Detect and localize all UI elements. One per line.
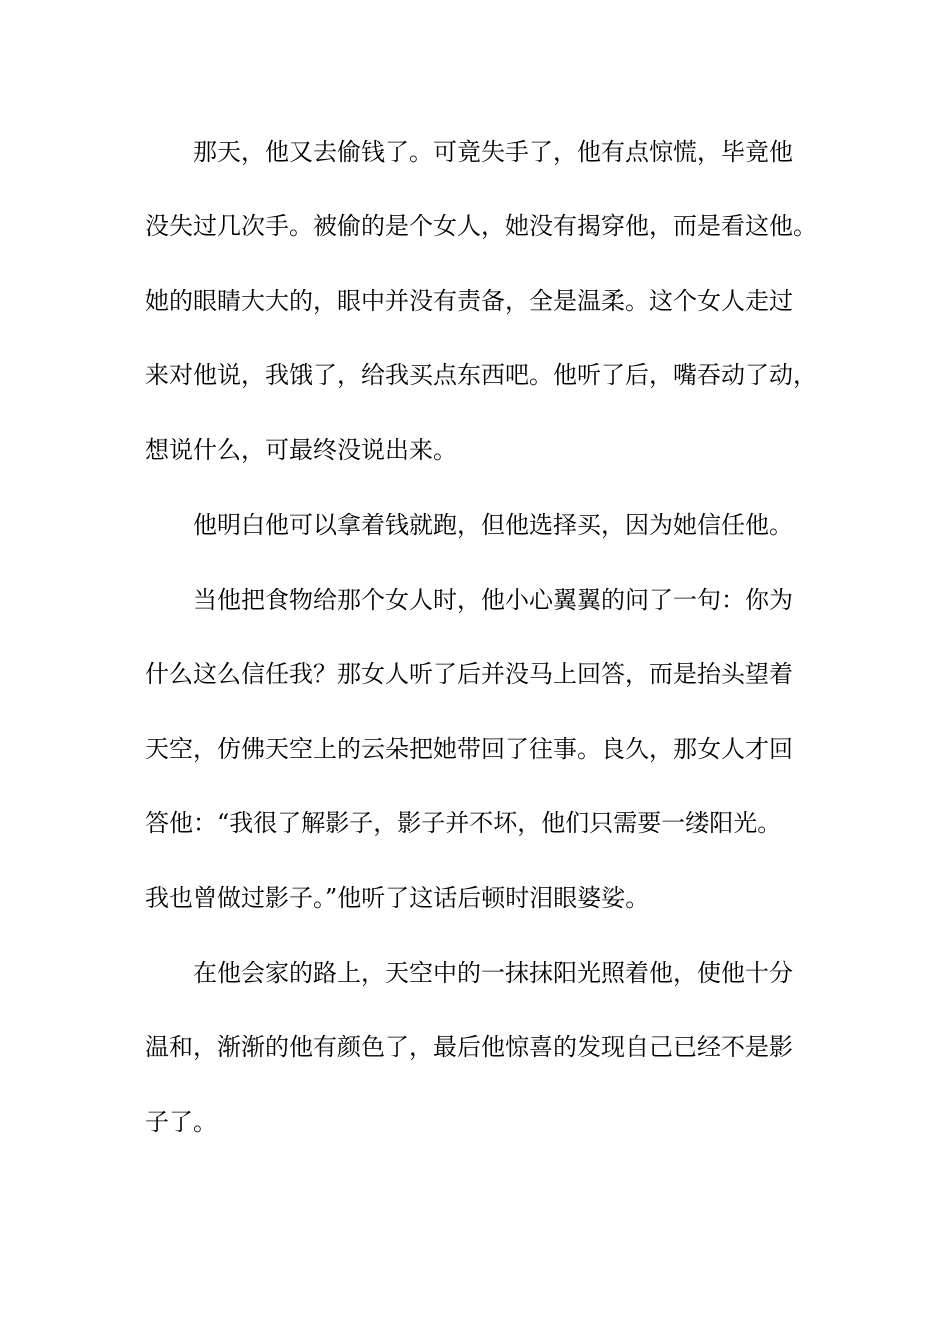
text-line: 当他把食物给那个女人时，他小心翼翼的问了一句：你为 — [193, 586, 793, 614]
text-line: 答他：“我很了解影子，影子并不坏，他们只需要一缕阳光。 — [145, 809, 782, 837]
text-line: 子了。 — [145, 1108, 217, 1136]
text-line: 那天，他又去偷钱了。可竟失手了，他有点惊慌，毕竟他 — [193, 138, 793, 166]
text-line: 她的眼睛大大的，眼中并没有责备，全是温柔。这个女人走过 — [145, 287, 793, 315]
text-line: 来对他说，我饿了，给我买点东西吧。他听了后，嘴吞动了动， — [145, 361, 817, 389]
text-line: 在他会家的路上，天空中的一抹抹阳光照着他，使他十分 — [193, 959, 793, 987]
text-line: 他明白他可以拿着钱就跑，但他选择买，因为她信任他。 — [193, 511, 793, 539]
text-line: 想说什么，可最终没说出来。 — [145, 436, 457, 464]
text-line: 天空，仿佛天空上的云朵把她带回了往事。良久，那女人才回 — [145, 735, 793, 763]
text-line: 我也曾做过影子。”他听了这话后顿时泪眼婆娑。 — [145, 884, 650, 912]
text-line: 什么这么信任我？那女人听了后并没马上回答，而是抬头望着 — [145, 660, 793, 688]
text-line: 温和，渐渐的他有颜色了，最后他惊喜的发现自己已经不是影 — [145, 1033, 793, 1061]
text-line: 没失过几次手。被偷的是个女人，她没有揭穿他，而是看这他。 — [145, 212, 817, 240]
